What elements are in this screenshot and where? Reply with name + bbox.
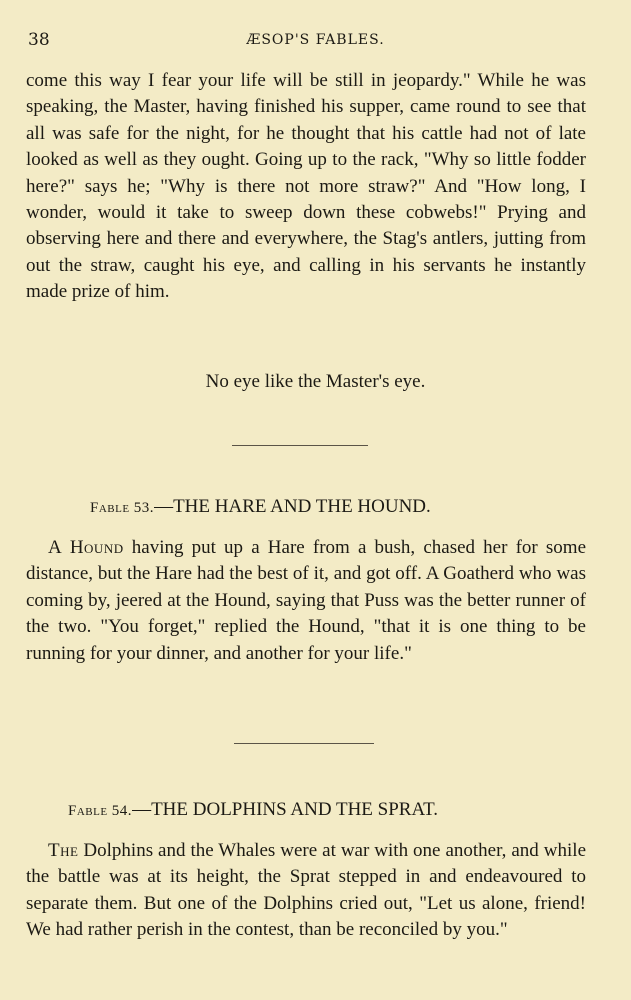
fable-53-body	[26, 535, 586, 667]
section-divider-2	[234, 743, 374, 744]
fable-54-body	[26, 838, 586, 944]
fable-54-label: Fable 54.	[68, 803, 133, 819]
fable-54-title: —THE DOLPHINS AND THE SPRAT.	[132, 799, 439, 820]
fable-54-heading	[68, 799, 438, 821]
fable-53-title: —THE HARE AND THE HOUND.	[154, 496, 431, 517]
fable-53-label: Fable 53.	[90, 500, 155, 516]
fable-53-heading	[90, 496, 431, 518]
page-number: 38	[28, 30, 50, 50]
running-title: ÆSOP'S FABLES.	[246, 32, 385, 48]
fable-54-text: Dolphins and the Whales were at war with one another, and while the battle was at its height, the Sprat stepped in and endeavoured to separate them. But one of the Dolphins cried out, "Let us alone, friend! We had rather perish in the contest, than be reconciled by you."	[26, 840, 586, 941]
continued-fable-text	[26, 68, 586, 306]
fable-moral: No eye like the Master's eye.	[205, 371, 426, 392]
page-header	[28, 30, 603, 52]
continued-paragraph: come this way I fear your life will be still in jeopardy." While he was speaking, the Master, having finished his supper, came round to see that all was safe for the night, for he thought that his cattle had not of late looked as well as they ought. Going up to the rack, "Why so little fodder here?" says he; "Why is there not more straw?" And "How long, I wonder, would it take to sweep down these cobwebs!" Prying and observing here and there and everywhere, the Stag's antlers, jutting from out the straw, caught his eye, and calling in his servants he instantly made prize of him.	[26, 70, 586, 303]
fable-54-lead-word: The	[48, 840, 79, 861]
section-divider	[232, 445, 368, 446]
fable-53-text: having put up a Hare from a bush, chased her for some distance, but the Hare had the best of it, and got off. A Goatherd who was coming by, jeered at the Hound, saying that Puss was the better runner of the two. "You forget," replied the Hound, "that it is one thing to be running for your dinner, and another for your life."	[26, 537, 587, 664]
fable-53-lead-words: A Hound	[48, 537, 124, 558]
